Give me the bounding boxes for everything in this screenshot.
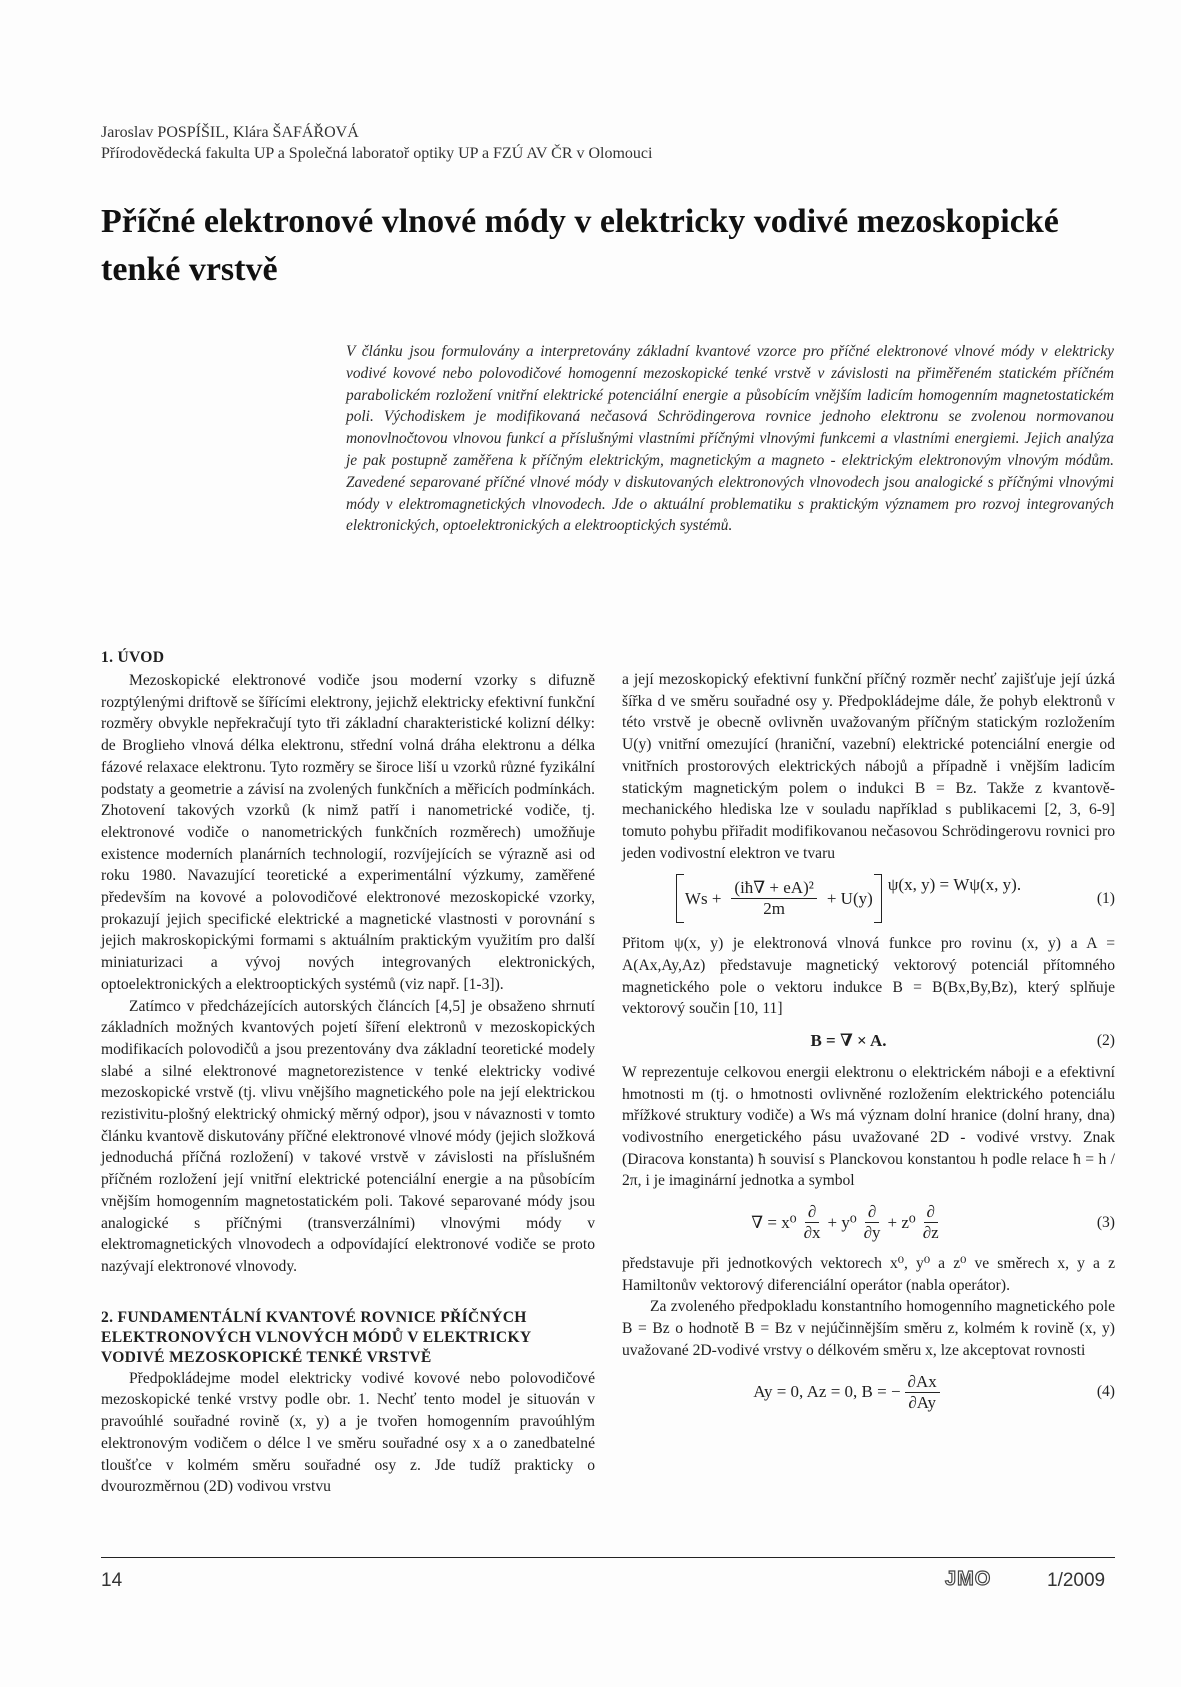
equation-1-suffix: + U(y)	[826, 888, 873, 908]
equation-1-bracket	[676, 874, 882, 923]
equation-3-fraction-y: $\frac{\partial}{\partial y}$	[863, 1202, 881, 1243]
affiliation-line: Přírodovědecká fakulta UP a Společná laboratoř optiky UP a FZÚ AV ČR v Olomouci	[101, 145, 653, 162]
equation-4-lhs: Ay = 0, Az = 0, B = −	[753, 1382, 901, 1402]
equation-4-numerator: ∂Ax	[905, 1372, 940, 1393]
right-paragraph-1: a její mezoskopický efektivní funkční příčný rozměr nechť zajišťuje její úzká šířka d ve směru souřadné osy y. Předpokládejme dále, že pohyb elektronů v této vrstvě je obecně ovlivněn uvažovaným příčným statickým rozložením U(y) vnitřní omezující (hraniční, vazební) elektrické potenciální energie od vnitřních prostorových elektrických nábojů a případně i vnějším ladicím statickým magnetickým polem o indukci B = Bz. Takže z kvantově-mechanického hlediska lze v souladu například s publikacemi [2, 3, 6-9] tomuto pohybu přiřadit modifikovanou nečasovou Schrödingerovu rovnici pro jeden vodivostní elektron ve tvaru	[622, 671, 1115, 862]
right-paragraph-5: Za zvoleného předpokladu konstantního homogenního magnetického pole B = Bz o hodnotě B = Bz v nejúčinnějším směru z, kolmém k rovině (x, y) uvažované 2D-vodivé vrstvy o délkovém směru x, lze akceptovat rovnosti	[622, 1298, 1115, 1359]
equation-2	[622, 1030, 1115, 1052]
authors-line: Jaroslav POSPÍŠIL, Klára ŠAFÁŘOVÁ	[101, 124, 359, 141]
equation-3-z-term: + z⁰	[887, 1212, 916, 1232]
equation-1-number: (1)	[1096, 889, 1115, 907]
equation-4-fraction	[905, 1372, 940, 1413]
left-column	[101, 648, 595, 1498]
equation-3-fraction-z: $\frac{\partial}{\partial z}$	[922, 1202, 939, 1243]
equation-3	[622, 1202, 1115, 1243]
section-1-paragraph-1: Mezoskopické elektronové vodiče jsou moderní vzorky s difuzně rozptýlenými driftově se šířícími elektrony, jejichž elektricky efektivní funkční rozměry obvykle nepřekračují tyto tři základní charakteristické kolizní délky: de Broglieho vlnová délka elektronu, střední volná dráha elektronu a délka fázové relaxace elektronu. Tyto rozměry se široce liší u vzorků různé fyzikální podstaty a geometrie a závisí na zvolených funkčních a měřicích podmínkách. Zhotovení takových vzorků (k nimž patří i nanometrické vodiče, tj. elektronové vodiče o nanometrických funkčních rozměrech) umožňuje existence moderních planárních technologií, rozvíjejících se výrazně asi od roku 1980. Navazující teoretické a experimentální výzkumy, zaměřené především na kovové a polovodičové elektronové mezoskopické vzorky, prokazují jejich specifické elektrické a magnetické vlastnosti v porovnání s jejich makroskopickými formami s aktuálním praktickým využitím pro další miniaturizaci a vývoj nových integrovaných elektronických, optoelektronických a elektrooptických systémů (viz např. [1-3]).	[101, 672, 595, 993]
right-paragraph-4: představuje při jednotkových vektorech x⁰, y⁰ a z⁰ ve směrech x, y a z Hamiltonův vektorový diferenciální operátor (nabla operátor).	[622, 1255, 1115, 1294]
journal-logo: JMO	[945, 1568, 992, 1590]
equation-4-number: (4)	[1096, 1383, 1115, 1401]
right-column	[622, 669, 1115, 1423]
equation-1-rhs: ψ(x, y) = Wψ(x, y).	[887, 875, 1022, 895]
section-1-paragraph-2: Zatímco v předcházejících autorských článcích [4,5] je obsaženo shrnutí základních možných kvantových pojetí šíření elektronů v mezoskopických modifikacích polovodičů a jsou prezentovány dva základní teoretické modely slabé a silné elektronové magnetorezistence v tenké elektricky vodivé mezoskopické vrstvě (tj. vlivu vnějšího magnetického pole na její elektrickou rezistivitu-plošný elektrický ohmický měrný odpor), jsou v návaznosti v tomto článku kvantově diskutovány příčné elektronové vlnové módy (jejich složková jednoduchá příčná rozložení) v takové vrstvě v závislosti na příslušném příčném rozložení její vnitřní elektrické potenciální energie a na působícím vnějším homogenním magnetostatickém poli. Takové separované módy jsou analogické s příčnými (transverzálními) vlnovými módy v elektromagnetických vlnovodech a odpovídající elektronové vodiče se proto nazývají elektronové vlnovody.	[101, 997, 595, 1275]
equation-1-prefix: Ws +	[684, 888, 722, 908]
page-number: 14	[101, 1570, 123, 1591]
equation-1	[622, 874, 1115, 923]
section-2-heading: 2. FUNDAMENTÁLNÍ KVANTOVÉ ROVNICE PŘÍČNÝCH ELEKTRONOVÝCH VLNOVÝCH MÓDŮ V ELEKTRICKY VODIVÉ MEZOSKOPICKÉ TENKÉ VRSTVĚ	[101, 1308, 531, 1366]
equation-1-numerator: (iħ∇ + eA)²	[731, 878, 816, 899]
equation-3-lhs: ∇ = x⁰	[751, 1212, 797, 1232]
equation-1-fraction	[731, 878, 816, 919]
footer-rule	[101, 1557, 1115, 1558]
equation-4	[622, 1372, 1115, 1413]
section-1-heading: 1. ÚVOD	[101, 649, 165, 666]
equation-2-body: B = ∇ × A.	[810, 1031, 887, 1051]
issue-number: 1/2009	[1047, 1570, 1106, 1591]
equation-2-number: (2)	[1096, 1032, 1115, 1050]
right-paragraph-2: Přitom ψ(x, y) je elektronová vlnová funkce pro rovinu (x, y) a A = A(Ax,Ay,Az) představuje magnetický vektorový potenciál přítomného magnetického pole o vektoru indukce B = B(Bx,By,Bz), který splňuje vektorový součin [10, 11]	[622, 935, 1115, 1018]
equation-4-denominator: ∂Ay	[908, 1392, 936, 1412]
equation-3-number: (3)	[1096, 1213, 1115, 1231]
article-title: Příčné elektronové vlnové módy v elektricky vodivé mezoskopické tenké vrstvě	[101, 203, 1059, 288]
equation-1-denominator: 2m	[763, 899, 785, 919]
section-2-paragraph-1: Předpokládejme model elektricky vodivé kovové nebo polovodičové mezoskopické tenké vrstvy podle obr. 1. Nechť tento model je situován v pravoúhlé souřadné rovině (x, y) a je tvořen homogenním pravoúhlým elektronovým vodičem o délce l ve směru souřadné osy x a o zanedbatelné tloušťce v kolmém směru souřadné osy z. Jde tudíž prakticky o dvourozměrnou (2D) vodivou vrstvu	[101, 1369, 595, 1496]
abstract: V článku jsou formulovány a interpretovány základní kvantové vzorce pro příčné elektronové vlnové módy v elektricky vodivé kovové nebo polovodičové homogenní mezoskopické tenké vrstvě v závislosti na přiměřeném statickém příčném parabolickém rozložení vnitřní elektrické potenciální energie a působícím vnějším ladicím homogenním magnetostatickém poli. Východiskem je modifikovaná nečasová Schrödingerova rovnice jednoho elektronu se zvolenou normovanou monovlnočtovou vlnovou funkcí a příslušnými vlastními příčnými vlnovými funkcemi a vlastními energiemi. Jejich analýza je pak postupně zaměřena k příčným elektrickým, magnetickým a magneto - elektrickým elektronovým vlnovým módům. Zavedené separované příčné vlnové módy v diskutovaných elektronových vlnovodech jsou analogické s příčnými vlnovými módy v elektromagnetických vlnovodech. Jde o aktuální problematiku s praktickým významem pro rozvoj integrovaných elektronických, optoelektronických a elektrooptických systémů.	[346, 343, 1114, 535]
equation-3-y-term: + y⁰	[827, 1212, 857, 1232]
right-paragraph-3: W reprezentuje celkovou energii elektronu o elektrickém náboji e a efektivní hmotnosti m (tj. o hmotnosti ovlivněné rozložením elektrického potenciálu mřížkové struktury vodiče) a Ws má význam dolní hranice (dolní hrany, dna) vodivostního energetického pásu uvažované 2D - vodivé vrstvy. Znak (Diracova konstanta) ħ souvisí s Planckovou konstantou h podle relace ħ = h / 2π, i je imaginární jednotka a symbol	[622, 1063, 1115, 1190]
equation-3-fraction-x: $\frac{\partial}{\partial x}$	[803, 1202, 821, 1243]
author-block	[101, 122, 1001, 164]
